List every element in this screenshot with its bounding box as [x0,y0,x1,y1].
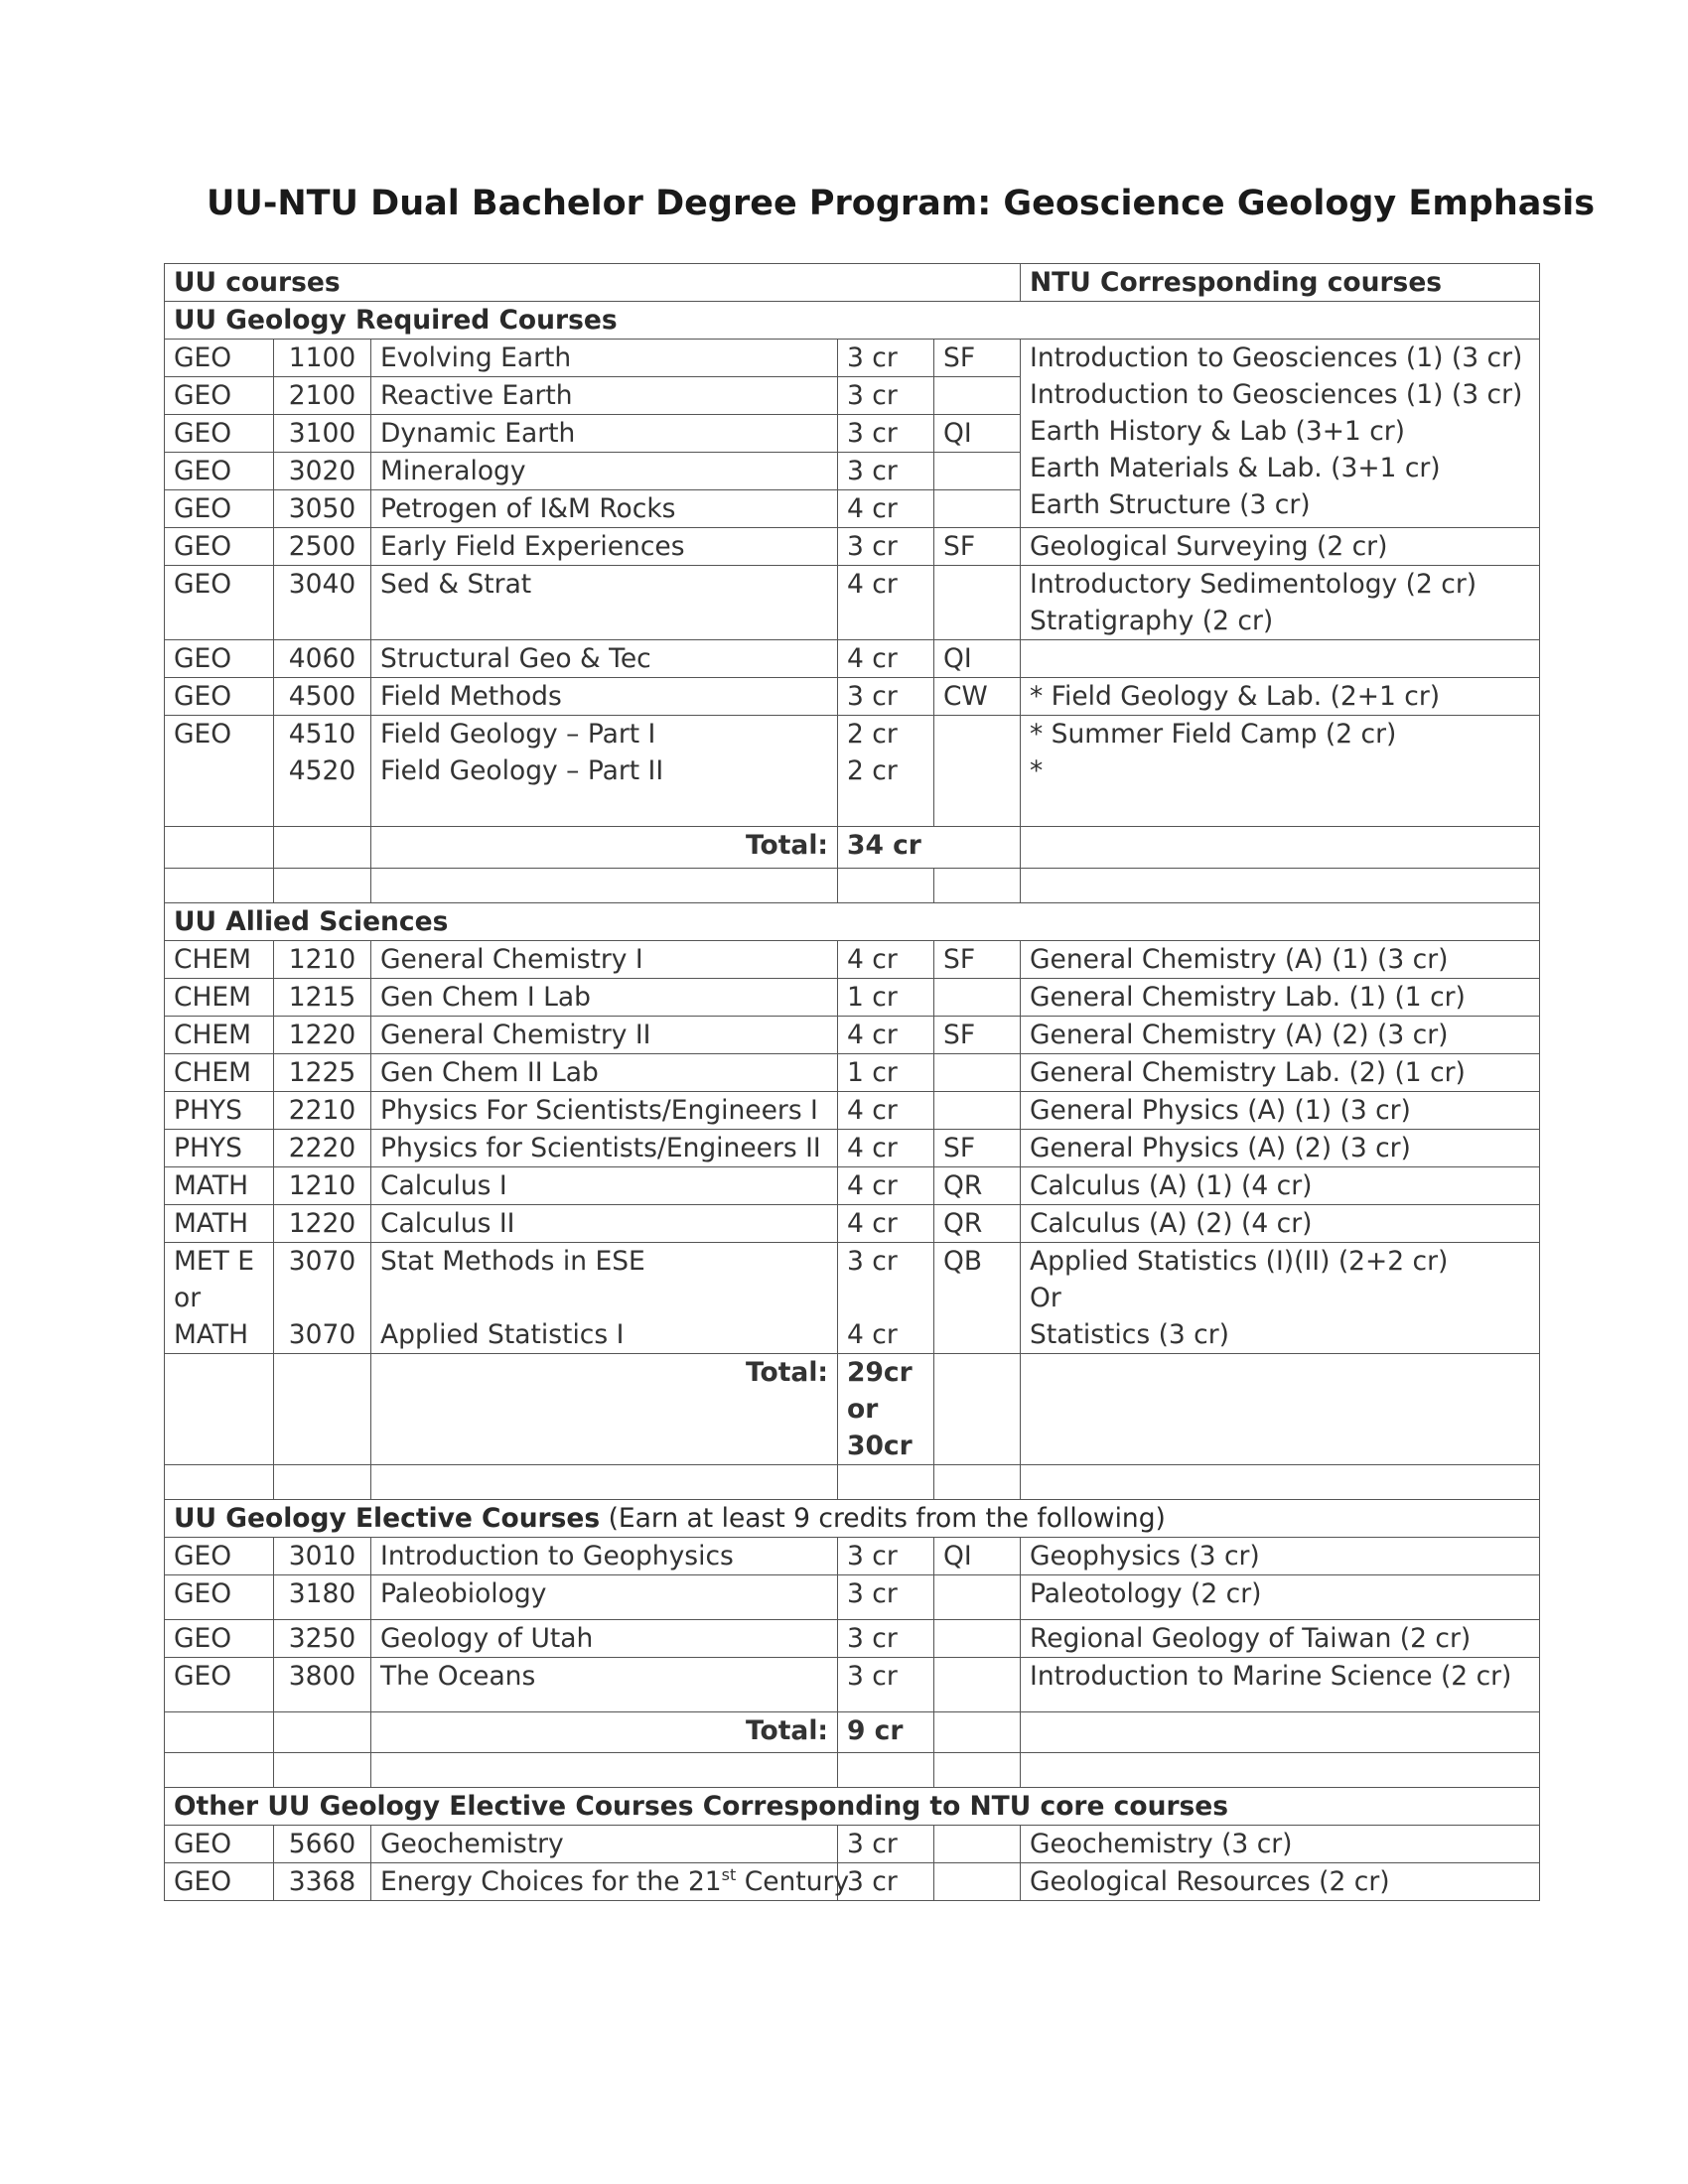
course-name-line: Stat Methods in ESE [380,1246,645,1277]
total-row [165,1712,1540,1753]
dept-cell: GEO [165,377,274,415]
ntu-course-line: Introduction to Geosciences (1) (3 cr) [1030,342,1523,373]
ntu-courses-header: NTU Corresponding courses [1021,264,1540,302]
designation-cell: QB [934,1243,1021,1354]
ntu-course-line: Applied Statistics (I)(II) (2+2 cr) [1030,1246,1449,1277]
section-heading-row [165,903,1540,941]
table-row [165,1243,1540,1354]
course-name-cell: Paleobiology [371,1575,838,1620]
course-name-cell: Field Methods [371,678,838,716]
credits-cell: 3 cr [838,415,934,453]
course-number-cell [274,1243,371,1354]
section-heading-row [165,1788,1540,1826]
total-row [165,827,1540,869]
course-name-cell: Mineralogy [371,453,838,490]
credits-cell: 3 cr [838,1826,934,1863]
course-number-cell: 3050 [274,490,371,528]
course-name-cell: Early Field Experiences [371,528,838,566]
course-number-cell: 1210 [274,1167,371,1205]
ntu-course-cell [1021,1243,1540,1354]
dept-cell: GEO [165,1575,274,1620]
ntu-course-line: Stratigraphy (2 cr) [1030,606,1274,636]
course-name-line: Applied Statistics I [380,1319,625,1350]
course-number-cell: 1215 [274,979,371,1017]
ntu-course-line: Earth History & Lab (3+1 cr) [1030,416,1406,447]
ntu-course-cell: Geological Surveying (2 cr) [1021,528,1540,566]
table-row [165,716,1540,827]
dept-cell: CHEM [165,1054,274,1092]
course-name-cell: Petrogen of I&M Rocks [371,490,838,528]
dept-cell: MATH [165,1205,274,1243]
designation-cell: QI [934,415,1021,453]
section-heading-row [165,302,1540,340]
designation-cell [934,1054,1021,1092]
ntu-course-cell: Geophysics (3 cr) [1021,1538,1540,1575]
credits-cell: 3 cr [838,1863,934,1901]
course-name-cell: Dynamic Earth [371,415,838,453]
course-number-cell: 3100 [274,415,371,453]
section-heading-row [165,1500,1540,1538]
credits-cell: 4 cr [838,490,934,528]
dept-cell: GEO [165,490,274,528]
course-number-cell: 4060 [274,640,371,678]
dept-line: or [174,1283,202,1313]
dept-cell: GEO [165,528,274,566]
course-number-line: 3070 [288,1246,356,1277]
course-name-cell: The Oceans [371,1658,838,1712]
designation-cell [934,979,1021,1017]
dept-cell: GEO [165,453,274,490]
designation-cell: QI [934,640,1021,678]
dept-cell: GEO [165,1620,274,1658]
credits-line [847,1280,924,1316]
ntu-course-cell [1021,640,1540,678]
course-name-cell: Calculus I [371,1167,838,1205]
ntu-course-cell: General Physics (A) (2) (3 cr) [1021,1130,1540,1167]
credits-cell: 3 cr [838,377,934,415]
course-number-cell: 3180 [274,1575,371,1620]
page-title: UU-NTU Dual Bachelor Degree Program: Geoscience Geology Emphasis [207,184,1596,223]
table-row [165,1826,1540,1863]
dept-cell: GEO [165,640,274,678]
course-name-text: Energy Choices for the 21 [380,1866,722,1897]
dept-cell: GEO [165,678,274,716]
ntu-course-line: * Summer Field Camp (2 cr) [1030,719,1397,750]
dept-cell: MATH [165,1167,274,1205]
total-label: Total: [371,1712,838,1753]
credits-cell: 3 cr [838,1620,934,1658]
total-label: Total: [371,827,838,869]
total-line: 30cr [847,1431,913,1461]
course-name-cell: Calculus II [371,1205,838,1243]
course-number-cell: 1100 [274,340,371,377]
course-name-cell: Gen Chem II Lab [371,1054,838,1092]
designation-cell: CW [934,678,1021,716]
course-name-cell: Geology of Utah [371,1620,838,1658]
course-number-cell [274,716,371,827]
course-number-line: 4520 [288,755,356,786]
table-row [165,1620,1540,1658]
credits-cell: 4 cr [838,1017,934,1054]
designation-cell [934,1863,1021,1901]
designation-cell [934,566,1021,640]
dept-cell: GEO [165,716,274,827]
designation-cell [934,1620,1021,1658]
total-line: 29cr [847,1357,913,1388]
course-number-cell: 3040 [274,566,371,640]
course-number-cell: 5660 [274,1826,371,1863]
course-number-cell: 3020 [274,453,371,490]
ntu-course-cell: * Field Geology & Lab. (2+1 cr) [1021,678,1540,716]
course-name-cell [371,1863,850,1901]
credits-line: 4 cr [847,1319,898,1350]
course-name-cell: Introduction to Geophysics [371,1538,838,1575]
course-name-cell: General Chemistry II [371,1017,838,1054]
dept-cell: GEO [165,415,274,453]
table-row [165,1538,1540,1575]
course-name-line: Field Geology – Part I [380,719,656,750]
credits-cell: 3 cr [838,1538,934,1575]
course-number-cell: 1220 [274,1017,371,1054]
course-number-line: 3070 [288,1319,356,1350]
ntu-course-cell: Geological Resources (2 cr) [1021,1863,1540,1901]
table-row [165,528,1540,566]
credits-cell: 4 cr [838,941,934,979]
dept-cell [165,1243,274,1354]
course-name-cell: Physics for Scientists/Engineers II [371,1130,838,1167]
course-name-cell: Geochemistry [371,1826,838,1863]
table-row [165,340,1540,377]
course-number-cell: 2500 [274,528,371,566]
credits-cell: 4 cr [838,1167,934,1205]
dept-cell: PHYS [165,1092,274,1130]
table-row [165,1092,1540,1130]
section-heading-bold: UU Geology Elective Courses [174,1503,601,1534]
dept-cell: GEO [165,1826,274,1863]
dept-cell: PHYS [165,1130,274,1167]
course-table [164,263,1540,1901]
credits-cell: 4 cr [838,1092,934,1130]
ntu-course-line: Or [1030,1283,1061,1313]
ntu-course-line: Statistics (3 cr) [1030,1319,1229,1350]
credits-cell [838,716,934,827]
table-row [165,979,1540,1017]
credits-line: 2 cr [847,719,898,750]
dept-cell: GEO [165,1658,274,1712]
designation-cell [934,490,1021,528]
ntu-course-cell: Paleotology (2 cr) [1021,1575,1540,1620]
ordinal-suffix: st [721,1865,737,1885]
total-label: Total: [371,1354,838,1465]
credits-cell: 3 cr [838,678,934,716]
credits-line: 2 cr [847,755,898,786]
course-name-cell: Reactive Earth [371,377,838,415]
course-number-cell: 2100 [274,377,371,415]
dept-cell: GEO [165,340,274,377]
course-number-line [283,1280,361,1316]
uu-courses-header: UU courses [165,264,1021,302]
ntu-course-line: Introduction to Geosciences (1) (3 cr) [1030,379,1523,410]
section-heading-electives [165,1500,1540,1538]
course-name-cell: Sed & Strat [371,566,838,640]
course-name-line [380,1280,828,1316]
credits-cell: 3 cr [838,528,934,566]
designation-cell [934,1826,1021,1863]
ntu-course-line: Earth Materials & Lab. (3+1 cr) [1030,453,1441,483]
credits-cell: 4 cr [838,1205,934,1243]
course-name-cell [371,1243,838,1354]
table-row [165,1054,1540,1092]
ntu-course-cell: General Chemistry (A) (1) (3 cr) [1021,941,1540,979]
designation-cell [934,1092,1021,1130]
designation-cell: SF [934,1130,1021,1167]
table-row [165,1017,1540,1054]
table-row [165,640,1540,678]
course-name-cell [371,716,838,827]
table-row [165,566,1540,640]
credits-cell: 4 cr [838,566,934,640]
designation-cell: QR [934,1167,1021,1205]
credits-cell: 1 cr [838,979,934,1017]
table-row [165,1658,1540,1712]
course-number-cell: 3800 [274,1658,371,1712]
designation-cell: QI [934,1538,1021,1575]
total-value: 9 cr [838,1712,934,1753]
course-number-cell: 3250 [274,1620,371,1658]
ntu-course-cell: Regional Geology of Taiwan (2 cr) [1021,1620,1540,1658]
ntu-course-cell: Calculus (A) (1) (4 cr) [1021,1167,1540,1205]
course-number-cell: 3368 [274,1863,371,1901]
course-number-cell: 1210 [274,941,371,979]
ntu-course-line: Earth Structure (3 cr) [1030,489,1311,520]
credits-cell: 3 cr [838,340,934,377]
total-row [165,1354,1540,1465]
section-heading-note: (Earn at least 9 credits from the following) [600,1503,1166,1534]
ntu-course-cell [1021,716,1540,827]
course-name-cell: Physics For Scientists/Engineers I [371,1092,838,1130]
course-name-cell: Evolving Earth [371,340,838,377]
total-value [838,1354,934,1465]
ntu-course-block [1021,340,1540,528]
designation-cell: SF [934,941,1021,979]
credits-cell: 4 cr [838,640,934,678]
dept-cell: GEO [165,1863,274,1901]
ntu-course-cell: General Chemistry Lab. (1) (1 cr) [1021,979,1540,1017]
table-row [165,678,1540,716]
credits-cell: 3 cr [838,1658,934,1712]
course-number-cell: 4500 [274,678,371,716]
section-heading-allied: UU Allied Sciences [165,903,1540,941]
table-row [165,1863,1540,1901]
designation-cell [934,716,1021,827]
credits-cell [838,1243,934,1354]
dept-line: MET E [174,1246,254,1277]
designation-cell: SF [934,340,1021,377]
credits-cell: 3 cr [838,453,934,490]
course-name-line: Field Geology – Part II [380,755,664,786]
ntu-course-cell [1021,566,1540,640]
dept-cell: CHEM [165,941,274,979]
dept-cell: CHEM [165,1017,274,1054]
section-heading-required: UU Geology Required Courses [165,302,1540,340]
ntu-course-cell: Geochemistry (3 cr) [1021,1826,1540,1863]
designation-cell: SF [934,528,1021,566]
designation-cell [934,1658,1021,1712]
dept-cell: GEO [165,566,274,640]
ntu-course-cell: Introduction to Marine Science (2 cr) [1021,1658,1540,1712]
course-number-cell: 1220 [274,1205,371,1243]
ntu-course-cell: General Chemistry Lab. (2) (1 cr) [1021,1054,1540,1092]
designation-cell: SF [934,1017,1021,1054]
designation-cell [934,1575,1021,1620]
dept-cell: CHEM [165,979,274,1017]
designation-cell [934,453,1021,490]
course-name-text-end: Century [736,1866,850,1897]
table-row [165,1130,1540,1167]
total-value: 34 cr [838,827,1021,869]
credits-cell: 4 cr [838,1130,934,1167]
credits-cell: 1 cr [838,1054,934,1092]
course-number-cell: 2220 [274,1130,371,1167]
table-row [165,1167,1540,1205]
table-row [165,941,1540,979]
dept-line: MATH [174,1319,249,1350]
course-name-cell: General Chemistry I [371,941,838,979]
designation-cell: QR [934,1205,1021,1243]
course-number-cell: 1225 [274,1054,371,1092]
table-row [165,1575,1540,1620]
course-number-cell: 2210 [274,1092,371,1130]
spacer-row [165,1465,1540,1500]
ntu-course-line: * [1030,755,1044,786]
spacer-row [165,869,1540,903]
course-name-cell: Structural Geo & Tec [371,640,838,678]
course-number-line: 4510 [288,719,356,750]
section-heading-other: Other UU Geology Elective Courses Corresponding to NTU core courses [165,1788,1540,1826]
course-number-cell: 3010 [274,1538,371,1575]
credits-cell: 3 cr [838,1575,934,1620]
table-header-row [165,264,1540,302]
ntu-course-cell: General Physics (A) (1) (3 cr) [1021,1092,1540,1130]
ntu-course-cell: Calculus (A) (2) (4 cr) [1021,1205,1540,1243]
course-name-cell: Gen Chem I Lab [371,979,838,1017]
ntu-course-cell: General Chemistry (A) (2) (3 cr) [1021,1017,1540,1054]
dept-cell: GEO [165,1538,274,1575]
spacer-row [165,1753,1540,1788]
total-line: or [847,1394,879,1425]
table-row [165,1205,1540,1243]
designation-cell [934,377,1021,415]
ntu-course-line: Introductory Sedimentology (2 cr) [1030,569,1477,600]
credits-line: 3 cr [847,1246,898,1277]
